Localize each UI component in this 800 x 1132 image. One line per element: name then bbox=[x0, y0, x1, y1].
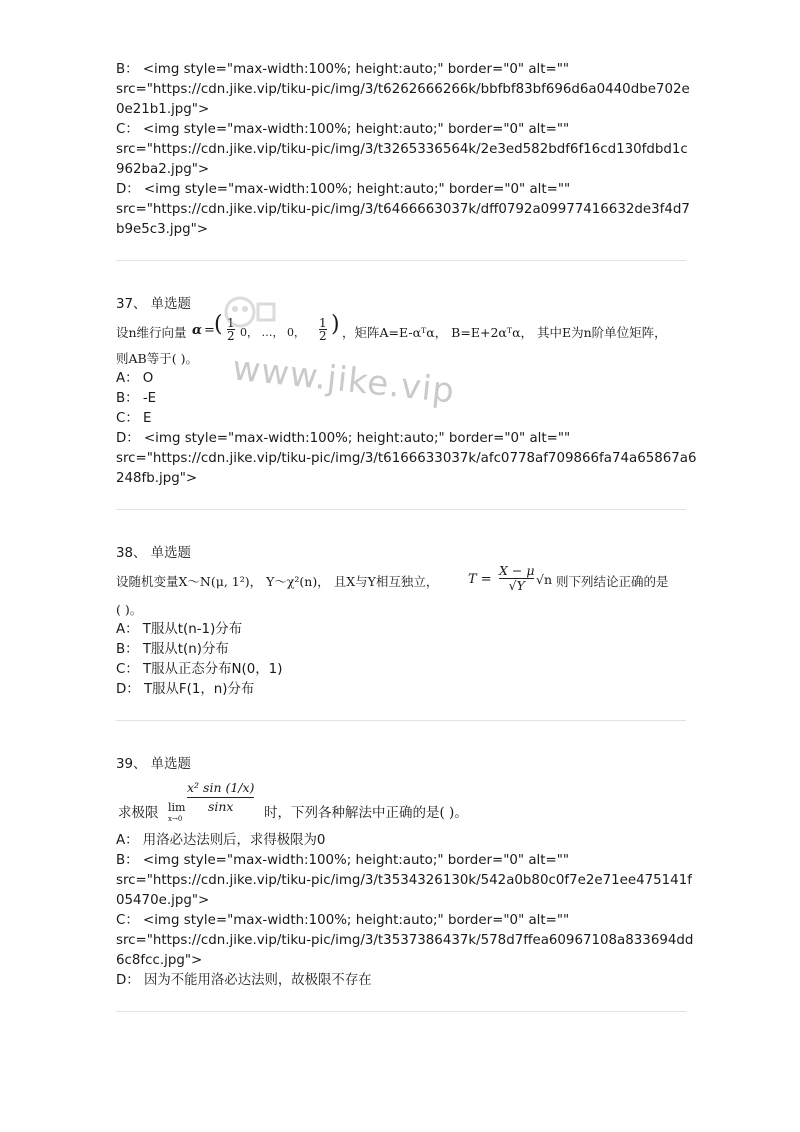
question-stem-image bbox=[116, 564, 686, 600]
question-header: 39、 单选题 bbox=[116, 757, 191, 772]
divider bbox=[116, 720, 686, 721]
stem-text-end: 则下列结论正确的是 bbox=[556, 574, 669, 589]
option-a: A： 用洛必达法则后，求得极限为0 bbox=[116, 833, 326, 848]
t-fraction bbox=[499, 564, 534, 593]
option-c-line3: 6c8fcc.jpg"> bbox=[116, 953, 203, 968]
option-c: C： T服从正态分布N(0，1) bbox=[116, 662, 283, 677]
stem-text-end: 时，下列各种解法中正确的是( )。 bbox=[264, 805, 468, 821]
fraction-numerator: 1 bbox=[227, 316, 235, 330]
option-c-line2: src="https://cdn.jike.vip/tiku-pic/img/3/t3265336564k/2e3ed582bdf6f16cd130fdbd1c bbox=[116, 142, 688, 157]
fraction-half-right bbox=[319, 317, 327, 342]
prev-question-options bbox=[116, 60, 690, 240]
fraction-numerator: 1 bbox=[319, 316, 327, 330]
divider bbox=[116, 1011, 686, 1012]
option-d-line1: D： <img style="max-width:100%; height:auto;" border="0" alt="" bbox=[116, 431, 571, 446]
right-paren: ) bbox=[331, 312, 340, 337]
question-39 bbox=[116, 755, 694, 991]
option-b: B： T服从t(n)分布 bbox=[116, 642, 229, 657]
question-stem-image bbox=[116, 312, 686, 349]
option-b-line1: B： <img style="max-width:100%; height:auto;" border="0" alt="" bbox=[116, 62, 570, 77]
stem-text: 设随机变量X～N(μ, 1²)， Y～χ²(n)， 且X与Y相互独立， bbox=[116, 574, 439, 589]
option-d-line3: 248fb.jpg"> bbox=[116, 471, 198, 486]
option-a: A： T服从t(n-1)分布 bbox=[116, 622, 243, 637]
sqrt-n: √n bbox=[536, 572, 553, 587]
option-b-line2: src="https://cdn.jike.vip/tiku-pic/img/3/t3534326130k/542a0b80c0f7e2e71ee475141f bbox=[116, 873, 692, 888]
option-c-line3: 962ba2.jpg"> bbox=[116, 162, 210, 177]
option-d: D： 因为不能用洛必达法则，故极限不存在 bbox=[116, 973, 372, 988]
option-d: D： T服从F(1，n)分布 bbox=[116, 682, 255, 697]
watermark-text: www.jike.vip bbox=[230, 348, 457, 412]
option-c-line1: C： <img style="max-width:100%; height:auto;" border="0" alt="" bbox=[116, 122, 570, 137]
option-d-line2: src="https://cdn.jike.vip/tiku-pic/img/3/t6166633037k/afc0778af709866fa74a65867a6 bbox=[116, 451, 697, 466]
option-b-line3: 05470e.jpg"> bbox=[116, 893, 210, 908]
fraction-denominator: 2 bbox=[319, 329, 327, 343]
document-page bbox=[116, 60, 697, 1012]
stem-text-matrix: ，矩阵A=E-αᵀα， B=E+2αᵀα， 其中E为n阶单位矩阵， bbox=[342, 325, 667, 340]
alpha-symbol: α bbox=[192, 323, 203, 338]
fraction-denominator: sinx bbox=[207, 799, 234, 814]
option-c: C： E bbox=[116, 411, 152, 426]
fraction-numerator: x² sin (1/x) bbox=[187, 780, 255, 795]
lim-subscript: x→0 bbox=[168, 815, 183, 823]
watermark-logo-icon bbox=[218, 292, 278, 332]
option-a: A： O bbox=[116, 371, 154, 386]
option-b: B： -E bbox=[116, 391, 157, 406]
stem-text: 求极限 bbox=[118, 805, 159, 821]
divider bbox=[116, 509, 686, 510]
stem-text-end: 则AB等于( )。 bbox=[116, 351, 198, 366]
zeros-text: 0， …， 0， bbox=[240, 326, 305, 339]
fraction-numerator: X − μ bbox=[499, 563, 535, 578]
option-b-line2: src="https://cdn.jike.vip/tiku-pic/img/3/t6262666266k/bbfbf83bf696d6a0440dbe702e bbox=[116, 82, 690, 97]
t-symbol: T = bbox=[468, 572, 492, 587]
question-header: 38、 单选题 bbox=[116, 546, 191, 561]
stem-text: 设n维行向量 bbox=[116, 325, 187, 340]
question-stem-image bbox=[116, 775, 686, 827]
option-c-line2: src="https://cdn.jike.vip/tiku-pic/img/3/t3537386437k/578d7ffea60967108a833694dd bbox=[116, 933, 694, 948]
option-d-line2: src="https://cdn.jike.vip/tiku-pic/img/3/t6466663037k/dff0792a09977416632de3f4d7 bbox=[116, 202, 690, 217]
question-38 bbox=[116, 544, 686, 700]
divider bbox=[116, 260, 686, 261]
limit-fraction bbox=[187, 779, 254, 816]
option-b-line3: 0e21b1.jpg"> bbox=[116, 102, 210, 117]
left-paren: ( bbox=[214, 312, 223, 337]
fraction-denominator: √Y bbox=[508, 578, 525, 593]
option-c-line1: C： <img style="max-width:100%; height:auto;" border="0" alt="" bbox=[116, 913, 570, 928]
stem-text-paren: ( )。 bbox=[116, 602, 143, 617]
option-d-line1: D： <img style="max-width:100%; height:auto;" border="0" alt="" bbox=[116, 182, 571, 197]
question-header: 37、 单选题 bbox=[116, 297, 191, 312]
option-d-line3: b9e5c3.jpg"> bbox=[116, 222, 209, 237]
lim-symbol: lim bbox=[168, 801, 186, 814]
fraction-denominator: 2 bbox=[227, 329, 235, 343]
option-b-line1: B： <img style="max-width:100%; height:auto;" border="0" alt="" bbox=[116, 853, 570, 868]
equals-sign: = bbox=[204, 323, 215, 338]
